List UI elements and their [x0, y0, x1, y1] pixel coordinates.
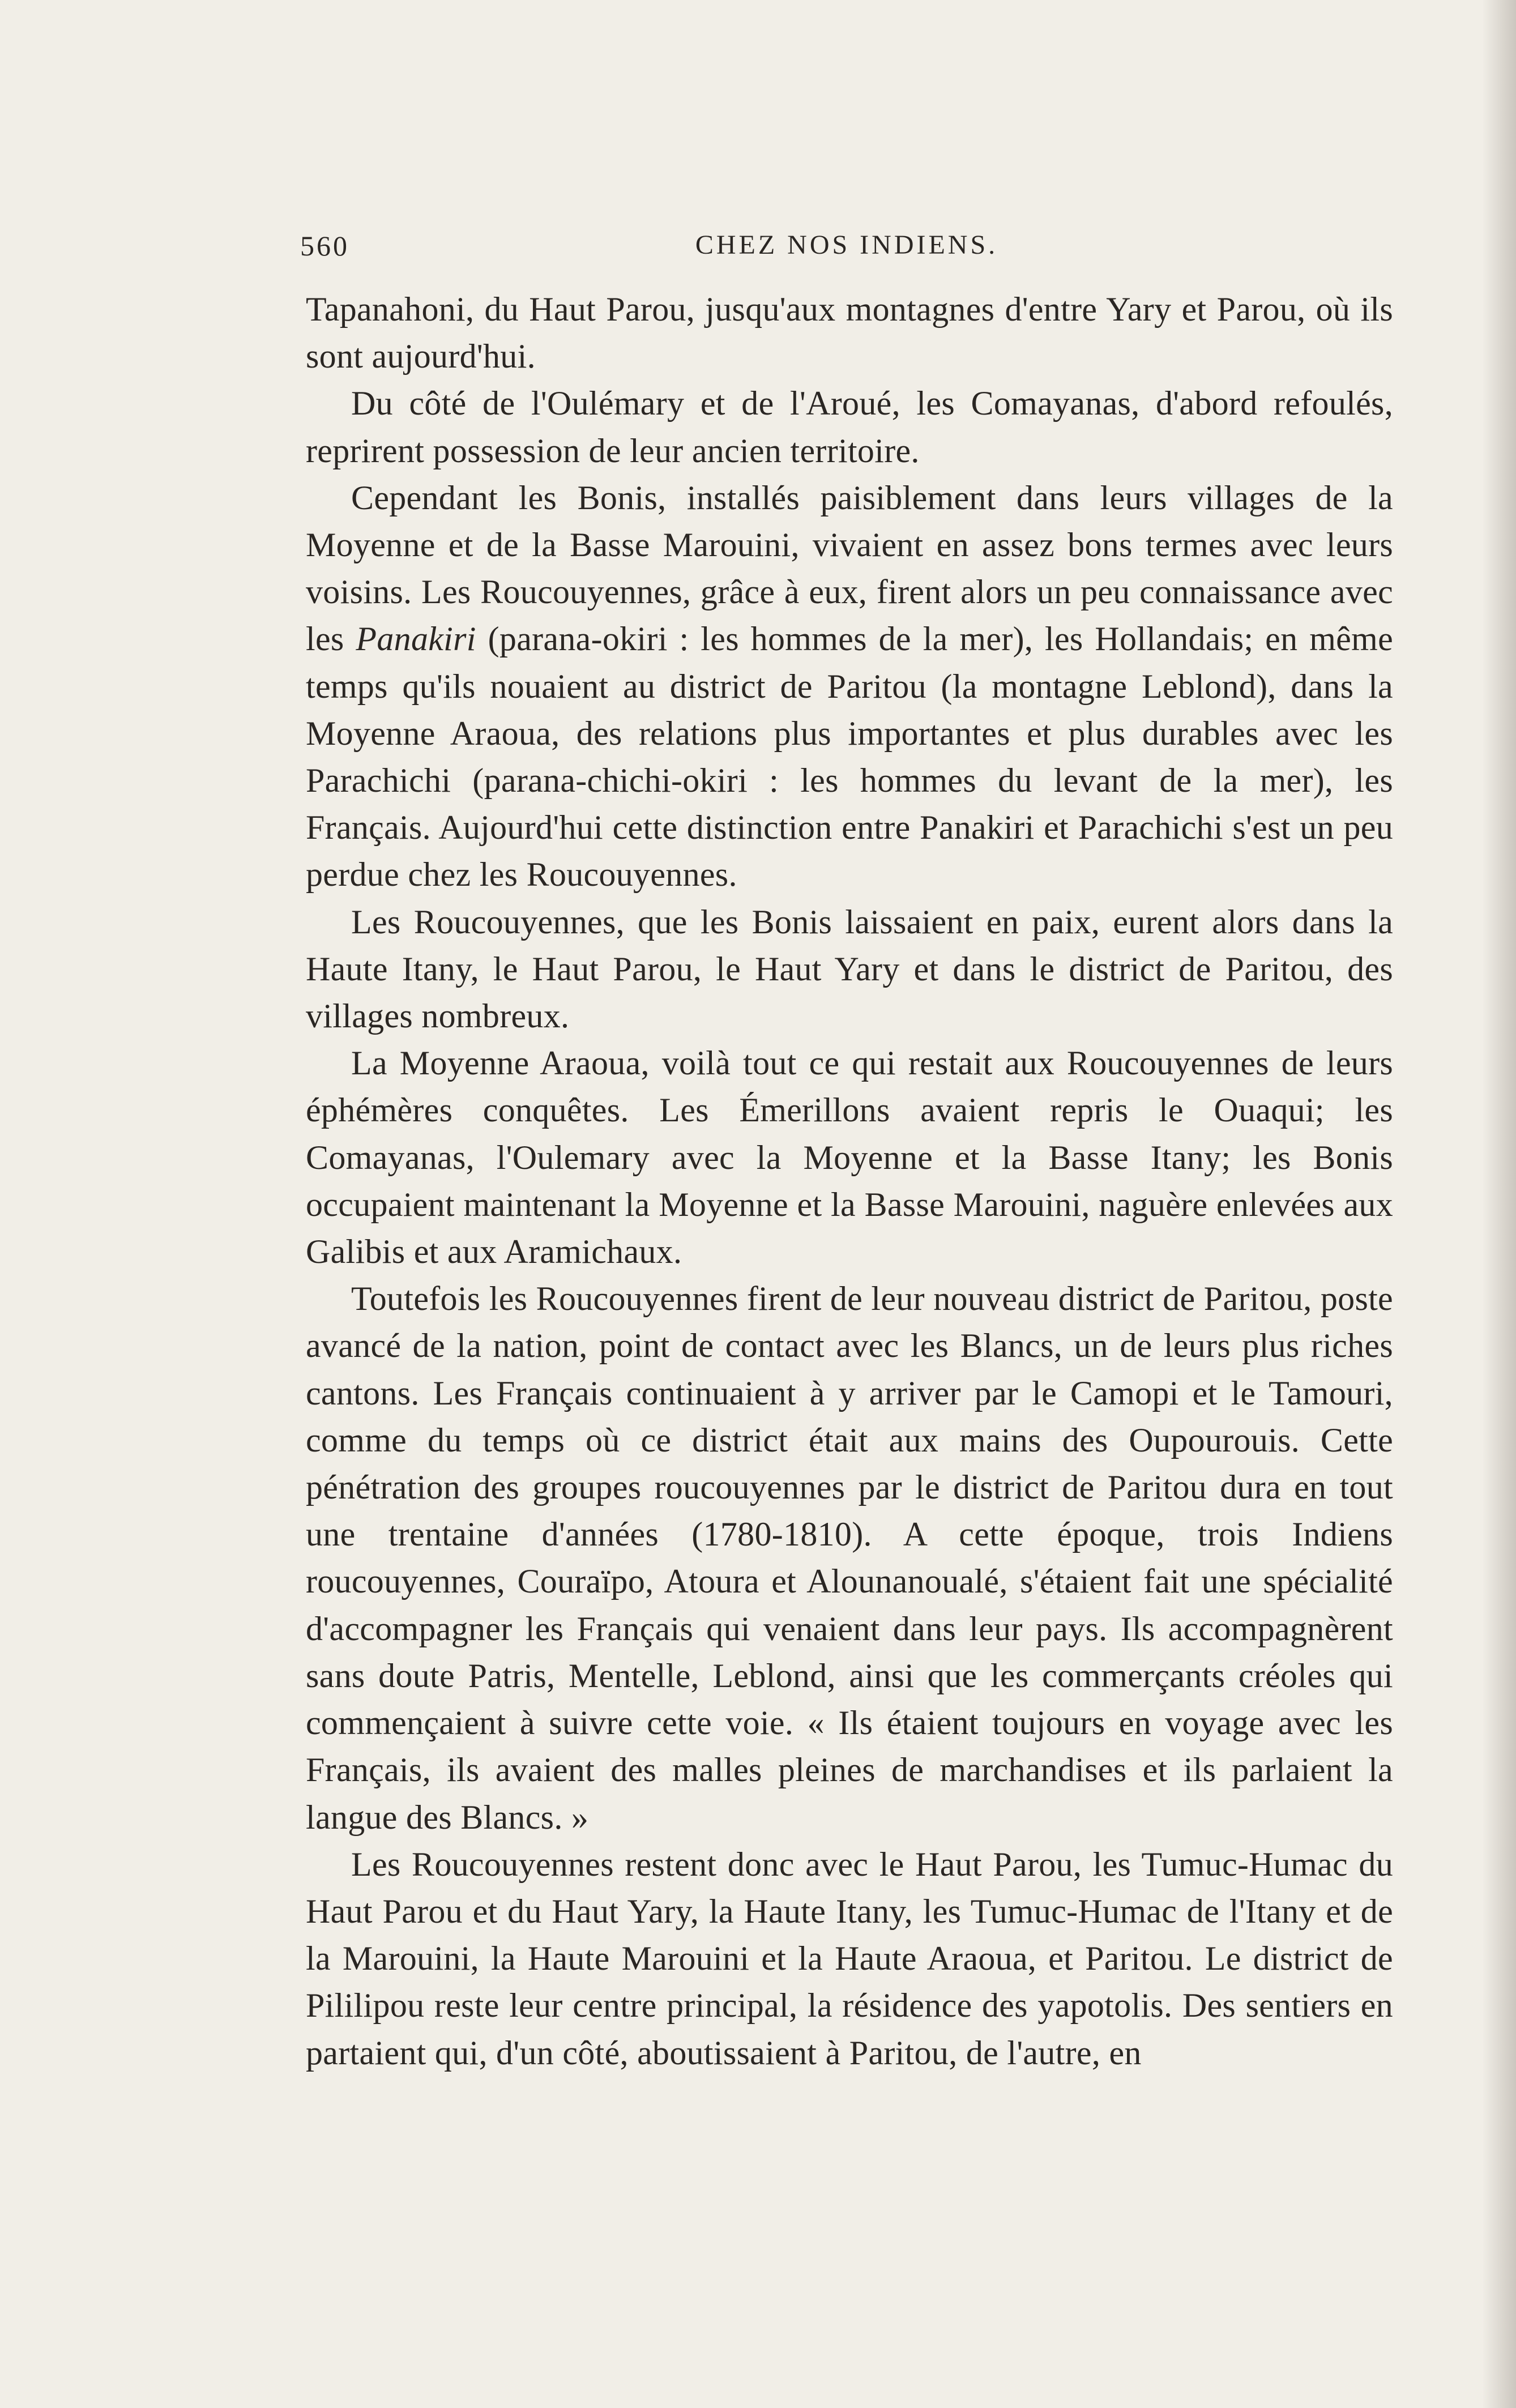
- italic-term-panakiri: Panakiri: [356, 620, 476, 658]
- paragraph-5: La Moyenne Araoua, voilà tout ce qui restait aux Roucouyennes de leurs éphémères conquêtes. Les Émerillons avaient repris le Ouaqui; les Comayanas, l'Oulemary avec la Moyenne et la Basse Itany; les Bonis occupaient maintenant la Moyenne et la Basse Marouini, naguère enlevées aux Galibis et aux Aramichaux.: [306, 1044, 1393, 1271]
- paragraph-3: [306, 475, 1393, 899]
- paragraph-2: Du côté de l'Oulémary et de l'Aroué, les Comayanas, d'abord refoulés, reprirent possession de leur ancien territoire.: [306, 385, 1393, 469]
- page-edge-shadow: [1482, 0, 1516, 2408]
- paragraph-3-part-1: Cependant les Bonis, installés paisiblement dans leurs villages de la Moyenne et de la Basse Marouini, vivaient en assez bons termes avec leurs voisins. Les Roucouyennes, grâce à eux, firent alors un peu connaissance avec les: [306, 479, 1393, 658]
- page-header: [300, 229, 1393, 269]
- paragraph-7: Les Roucouyennes restent donc avec le Haut Parou, les Tumuc-Humac du Haut Parou et du Haut Yary, la Haute Itany, les Tumuc-Humac de l'Itany et de la Marouini, la Haute Marouini et la Haute Araoua, et Paritou. Le district de Pililipou reste leur centre principal, la résidence des yapotolis. Des sentiers en partaient qui, d'un côté, aboutissaient à Paritou, de l'autre, en: [306, 1845, 1393, 2072]
- paragraph-3-part-2: (parana-okiri : les hommes de la mer), les Hollandais; en même temps qu'ils nouaient au district de Paritou (la montagne Leblond), dans la Moyenne Araoua, des relations plus importantes et plus durables avec les Parachichi (parana-chichi-okiri : les hommes du levant de la mer), les Français. Aujourd'hui cette distinction entre Panakiri et Parachichi s'est un peu perdue chez les Roucouyennes.: [306, 620, 1394, 894]
- paragraph-4: Les Roucouyennes, que les Bonis laissaient en paix, eurent alors dans la Haute Itany, le Haut Parou, le Haut Yary et dans le district de Paritou, des villages nombreux.: [306, 903, 1393, 1035]
- running-title: CHEZ NOS INDIENS.: [695, 230, 998, 260]
- body-text: [306, 286, 1393, 2077]
- paragraph-1: Tapanahoni, du Haut Parou, jusqu'aux montagnes d'entre Yary et Parou, où ils sont aujourd'hui.: [306, 291, 1393, 375]
- paragraph-6: Toutefois les Roucouyennes firent de leur nouveau district de Paritou, poste avancé de la nation, point de contact avec les Blancs, un de leurs plus riches cantons. Les Français continuaient à y arriver par le Camopi et le Tamouri, comme du temps où ce district était aux mains des Oupourouis. Cette pénétration des groupes roucouyennes par le district de Paritou dura en tout une trentaine d'années (1780-1810). A cette époque, trois Indiens roucouyennes, Couraïpo, Atoura et Alounanoualé, s'étaient fait une spécialité d'accompagner les Français qui venaient dans leur pays. Ils accompagnèrent sans doute Patris, Mentelle, Leblond, ainsi que les commerçants créoles qui commençaient à suivre cette voie. « Ils étaient toujours en voyage avec les Français, ils avaient des malles pleines de marchandises et ils parlaient la langue des Blancs. »: [306, 1280, 1393, 1836]
- page-number: 560: [300, 230, 349, 262]
